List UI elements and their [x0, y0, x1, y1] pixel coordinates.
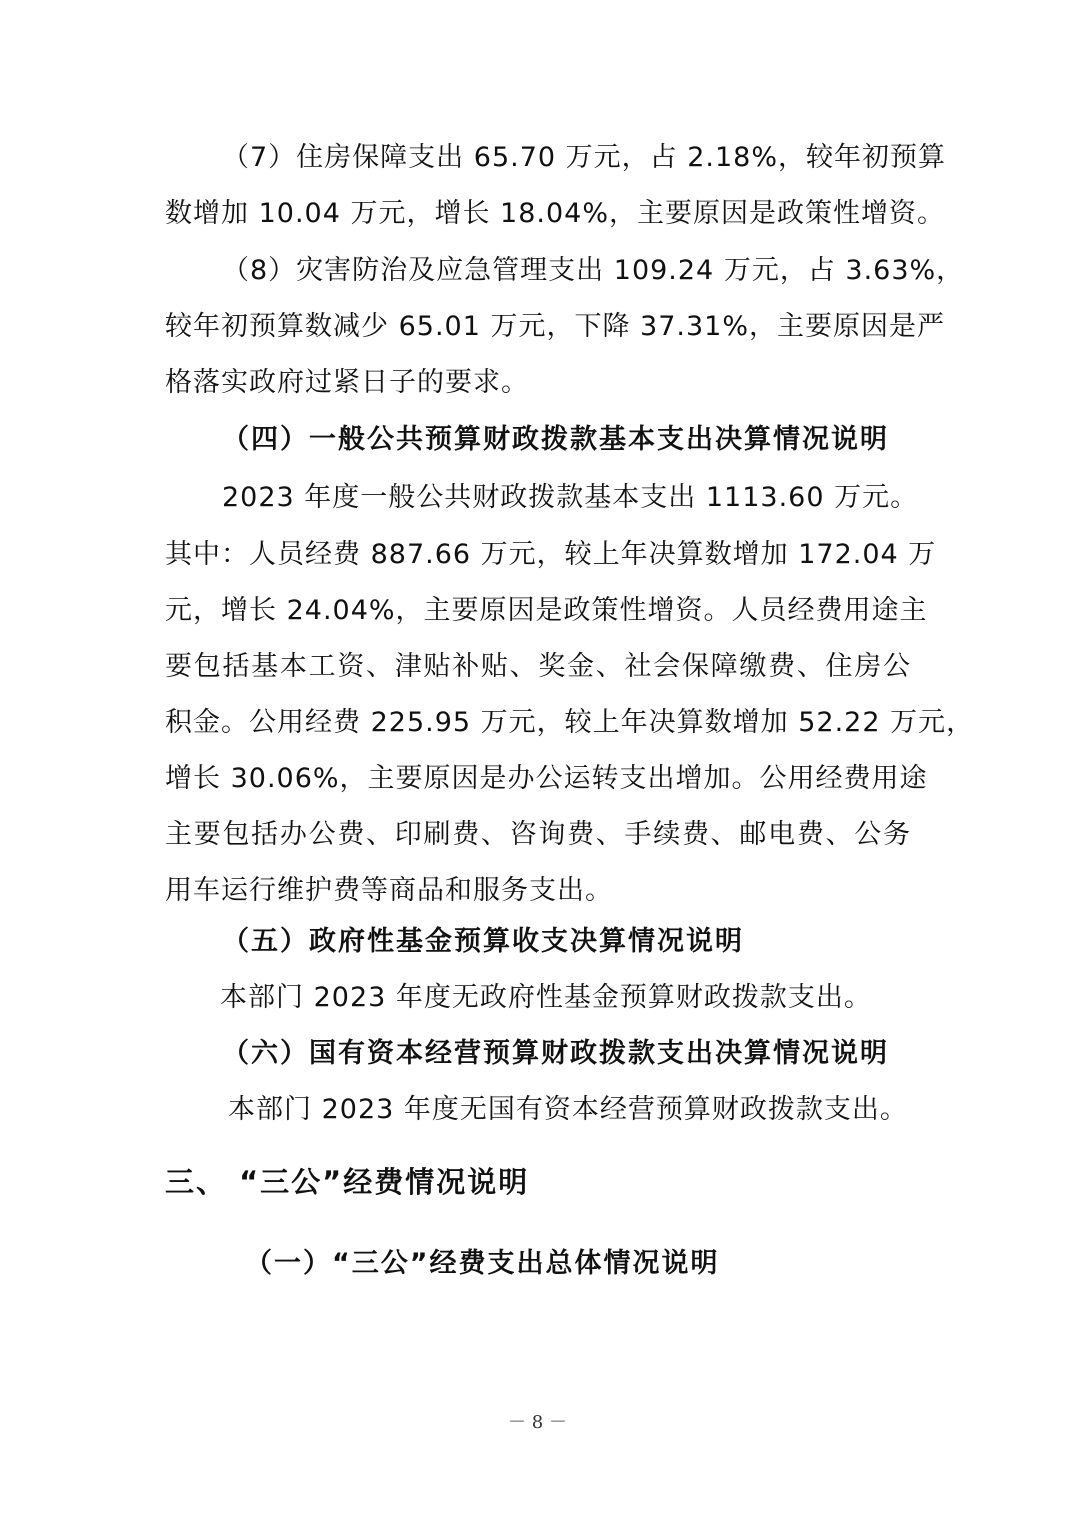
paragraph-4-line-5: 积金。公用经费 225.95 万元，较上年决算数增加 52.22 万元，	[165, 707, 975, 738]
paragraph-4-line-6: 增长 30.06%，主要原因是办公运转支出增加。公用经费用途	[165, 763, 928, 794]
heading-section-4: （四）一般公共预算财政拨款基本支出决算情况说明	[222, 424, 889, 455]
paragraph-4-line-8: 用车运行维护费等商品和服务支出。	[165, 875, 613, 906]
paragraph-4-line-2: 其中：人员经费 887.66 万元，较上年决算数增加 172.04 万	[165, 539, 937, 570]
paragraph-4-line-1: 2023 年度一般公共财政拨款基本支出 1113.60 万元。	[222, 482, 919, 513]
paragraph-6: 本部门 2023 年度无国有资本经营预算财政拨款支出。	[228, 1094, 908, 1125]
paragraph-7-line-2: 数增加 10.04 万元，增长 18.04%，主要原因是政策性增资。	[165, 198, 945, 229]
paragraph-5: 本部门 2023 年度无政府性基金预算财政拨款支出。	[220, 982, 872, 1013]
paragraph-8-line-2: 较年初预算数减少 65.01 万元，下降 37.31%，主要原因是严	[165, 311, 945, 342]
heading-three-public-overview: （一）“三公”经费支出总体情况说明	[245, 1248, 720, 1279]
page-number: － 8 －	[508, 1412, 567, 1433]
section-3-title: 三、 “三公”经费情况说明	[165, 1165, 530, 1199]
paragraph-4-line-3: 元，增长 24.04%，主要原因是政策性增资。人员经费用途主	[165, 595, 928, 626]
paragraph-8-line-1: （8）灾害防治及应急管理支出 109.24 万元，占 3.63%，	[222, 255, 965, 286]
heading-section-6: （六）国有资本经营预算财政拨款支出决算情况说明	[222, 1038, 889, 1069]
paragraph-4-line-7: 主要包括办公费、印刷费、咨询费、手续费、邮电费、公务	[165, 819, 911, 850]
heading-section-5: （五）政府性基金预算收支决算情况说明	[222, 926, 744, 957]
paragraph-8-line-3: 格落实政府过紧日子的要求。	[165, 367, 529, 398]
paragraph-4-line-4: 要包括基本工资、津贴补贴、奖金、社会保障缴费、住房公	[165, 651, 911, 682]
paragraph-7-line-1: （7）住房保障支出 65.70 万元，占 2.18%，较年初预算	[222, 142, 946, 173]
